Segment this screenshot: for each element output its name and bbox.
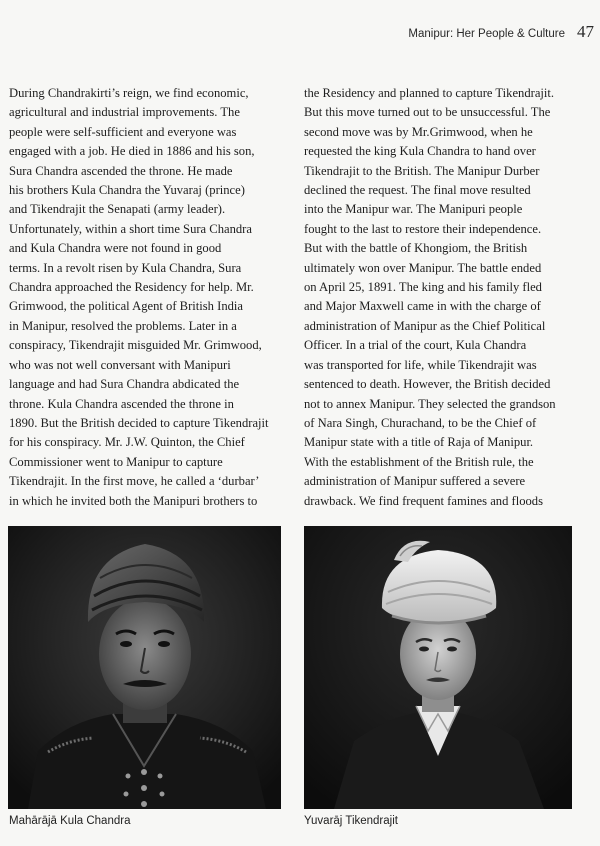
text-line: administration of Manipur as the Chief Political	[304, 318, 546, 333]
text-line: and Major Maxwell came in with the charge of	[304, 299, 541, 314]
text-line: During Chandrakirti’s reign, we find economic,	[9, 86, 249, 100]
text-line: Chandra approached the Residency for help. Mr.	[9, 280, 254, 295]
text-line: into the Manipur war. The Manipuri people	[304, 202, 523, 217]
right-text-column	[304, 84, 594, 511]
text-line: Commissioner went to Manipur to capture	[9, 454, 223, 469]
running-header-title: Manipur: Her People & Culture	[408, 28, 565, 40]
text-line: in Manipur, resolved the problems. Later in a	[9, 318, 237, 333]
text-line: language and had Sura Chandra abdicated the	[9, 377, 240, 392]
text-line: administration of Manipur suffered a severe	[304, 474, 526, 489]
text-line: fought to the last to restore their independence.	[304, 221, 542, 236]
text-line: 1890. But the British decided to capture Tikendrajit	[9, 415, 269, 430]
portrait-tikendrajit-image	[304, 526, 572, 809]
text-line: Sura Chandra ascended the throne. He made	[9, 163, 233, 178]
text-line: Manipur state with a title of Raja of Manipur.	[304, 435, 534, 450]
left-text-column	[9, 84, 287, 511]
text-line: on April 25, 1891. The king and his family fled	[304, 280, 542, 295]
running-header	[408, 22, 594, 42]
text-line: Tikendrajit. In the first move, he called a ‘durbar’	[9, 474, 260, 489]
portrait-tikendrajit	[304, 526, 572, 809]
figure-caption: Yuvarāj Tikendrajit	[304, 815, 398, 827]
text-line: But with the battle of Khongiom, the British	[304, 241, 528, 256]
text-line: With the establishment of the British rule, the	[304, 454, 534, 469]
text-line: of Nara Singh, Churachand, to be the Chief of	[304, 415, 537, 430]
text-line: in which he invited both the Manipuri brothers to	[9, 493, 258, 508]
text-line: Tikendrajit to the British. The Manipur Durber	[304, 163, 540, 178]
text-line: conspiracy, Tikendrajit misguided Mr. Grimwood,	[9, 338, 262, 353]
text-line: Officer. In a trial of the court, Kula Chandra	[304, 338, 527, 353]
text-line: was transported for life, while Tikendrajit was	[304, 357, 537, 372]
figure-caption: Mahārājā Kula Chandra	[9, 815, 131, 827]
text-line: not to annex Manipur. They selected the grandson	[304, 396, 556, 411]
text-line: his brothers Kula Chandra the Yuvaraj (prince)	[9, 183, 245, 198]
text-line: sentenced to death. However, the British decided	[304, 377, 551, 392]
text-line: and Tikendrajit the Senapati (army leader).	[9, 202, 226, 217]
page-number: 47	[577, 22, 594, 41]
text-line: ultimately won over Manipur. The battle ended	[304, 260, 542, 275]
text-line: second move was by Mr.Grimwood, when he	[304, 124, 533, 139]
text-line: terms. In a revolt risen by Kula Chandra, Sura	[9, 260, 242, 275]
text-line: drawback. We find frequent famines and floods	[304, 493, 544, 508]
portrait-kula-chandra-image	[8, 526, 281, 809]
text-line: engaged with a job. He died in 1886 and his son,	[9, 144, 255, 159]
text-line: who was not well conversant with Manipuri	[9, 357, 231, 372]
text-line: the Residency and planned to capture Tikendrajit.	[304, 86, 555, 100]
text-line: But this move turned out to be unsuccessful. The	[304, 105, 551, 120]
text-line: requested the king Kula Chandra to hand over	[304, 144, 536, 159]
text-line: declined the request. The final move resulted	[304, 183, 531, 198]
text-line: agricultural and industrial improvements. The	[9, 105, 240, 120]
text-line: throne. Kula Chandra ascended the throne in	[9, 396, 234, 411]
text-line: people were self-sufficient and everyone was	[9, 124, 237, 139]
text-line: and Kula Chandra were not found in good	[9, 241, 222, 256]
text-line: for his conspiracy. Mr. J.W. Quinton, the Chief	[9, 435, 245, 450]
text-line: Unfortunately, within a short time Sura Chandra	[9, 221, 252, 236]
portrait-kula-chandra	[8, 526, 281, 809]
text-line: Grimwood, the political Agent of British India	[9, 299, 243, 314]
